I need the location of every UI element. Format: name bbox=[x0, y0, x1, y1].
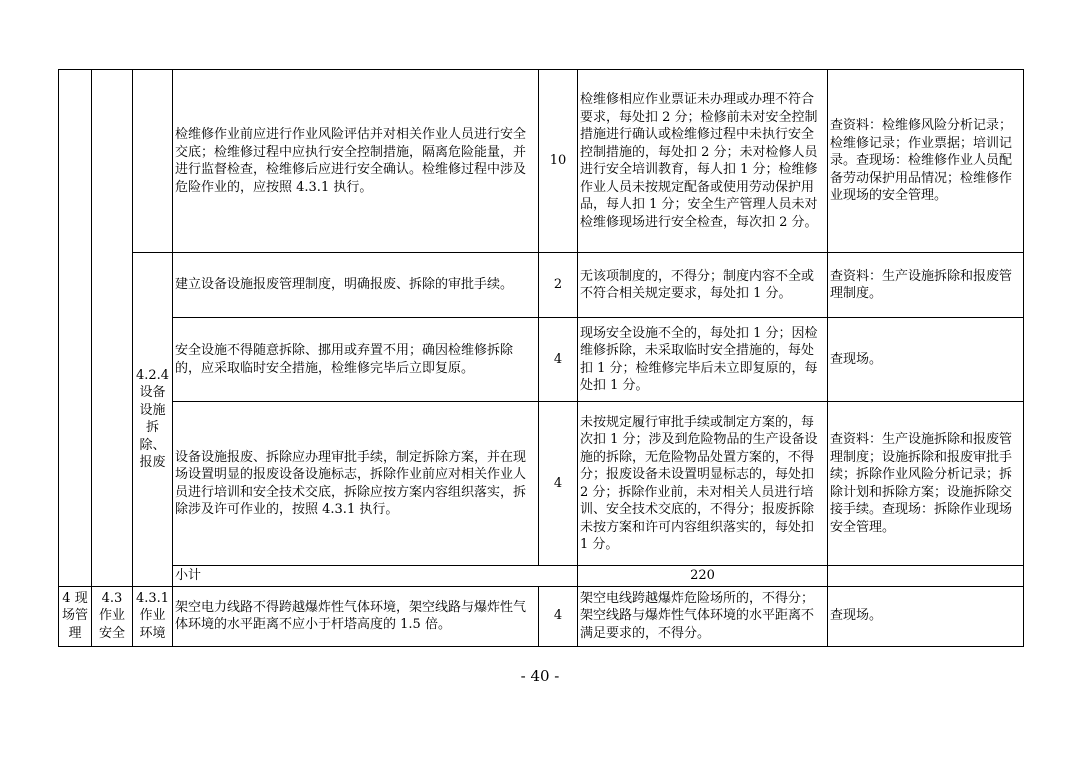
requirement-cell: 安全设施不得随意拆除、挪用或弃置不用；确因检维修拆除的，应采取临时安全措施，检维修完毕后立即复原。 bbox=[173, 318, 539, 402]
item-cell bbox=[133, 70, 173, 253]
table-row bbox=[59, 318, 1024, 402]
table-row bbox=[59, 402, 1024, 566]
score-cell: 2 bbox=[539, 253, 578, 318]
item-cell-4-2-4: 4.2.4 设备设施拆除、报废 bbox=[133, 253, 173, 587]
score-cell: 4 bbox=[539, 318, 578, 402]
category-cell: 4.3 作业安全 bbox=[92, 586, 133, 646]
scoring-cell: 架空电线跨越爆炸危险场所的，不得分；架空线路与爆炸性气体环境的水平距离不满足要求的，不得分。 bbox=[578, 586, 828, 646]
table-row bbox=[59, 586, 1024, 646]
method-cell: 查资料：检维修风险分析记录；检维修记录；作业票据；培训记录。查现场：检维修作业人员配备劳动保护用品情况；检维修作业现场的安全管理。 bbox=[828, 70, 1024, 253]
requirement-cell: 建立设备设施报废管理制度，明确报废、拆除的审批手续。 bbox=[173, 253, 539, 318]
scoring-cell: 现场安全设施不全的，每处扣 1 分；因检维修拆除，未采取临时安全措施的，每处扣 1 分；检维修完毕后未立即复原的，每处扣 1 分。 bbox=[578, 318, 828, 402]
score-cell: 4 bbox=[539, 402, 578, 566]
category-cell bbox=[92, 70, 133, 587]
method-cell: 查现场。 bbox=[828, 586, 1024, 646]
method-cell: 查资料：生产设施拆除和报废管理制度。 bbox=[828, 253, 1024, 318]
element-cell: 4 现场管理 bbox=[59, 586, 92, 646]
requirement-cell: 设备设施报废、拆除应办理审批手续，制定拆除方案，并在现场设置明显的报废设备设施标志，拆除作业前应对相关作业人员进行培训和安全技术交底，拆除应按方案内容组织落实，拆除涉及许可作业的，按照 4.3.1 执行。 bbox=[173, 402, 539, 566]
scoring-cell: 未按规定履行审批手续或制定方案的，每次扣 1 分；涉及到危险物品的生产设备设施的拆除，无危险物品处置方案的，不得分；报废设备未设置明显标志的，每处扣 2 分；拆除作业前，未对相关人员进行培训、安全技术交底的，不得分；报废拆除未按方案和许可内容组织落实的，每处扣 1 分。 bbox=[578, 402, 828, 566]
method-cell: 查资料：生产设施拆除和报废管理制度；设施拆除和报废审批手续；拆除作业风险分析记录；拆除计划和拆除方案；设施拆除交接手续。查现场：拆除作业现场安全管理。 bbox=[828, 402, 1024, 566]
subtotal-empty bbox=[828, 566, 1024, 587]
subtotal-score: 220 bbox=[578, 566, 828, 587]
score-cell: 10 bbox=[539, 70, 578, 253]
requirement-cell: 架空电力线路不得跨越爆炸性气体环境，架空线路与爆炸性气体环境的水平距离不应小于杆塔高度的 1.5 倍。 bbox=[173, 586, 539, 646]
subtotal-label: 小计 bbox=[173, 566, 578, 587]
page-number: - 40 - bbox=[520, 667, 560, 685]
score-cell: 4 bbox=[539, 586, 578, 646]
scoring-cell: 无该项制度的，不得分；制度内容不全或不符合相关规定要求，每处扣 1 分。 bbox=[578, 253, 828, 318]
scoring-cell: 检维修相应作业票证未办理或办理不符合要求，每处扣 2 分；检修前未对安全控制措施进行确认或检维修过程中未执行安全控制措施的，每处扣 2 分；未对检修人员进行安全培训教育，每人扣 1 分；检维修作业人员未按规定配备或使用劳动保护用品，每人扣 1 分；安全生产管理人员未对检维修现场进行安全检查，每次扣 2 分。 bbox=[578, 70, 828, 253]
standards-table bbox=[58, 69, 1024, 647]
subtotal-row bbox=[59, 566, 1024, 587]
method-cell: 查现场。 bbox=[828, 318, 1024, 402]
item-cell: 4.3.1 作业环境 bbox=[133, 586, 173, 646]
table-row bbox=[59, 70, 1024, 253]
table-row bbox=[59, 253, 1024, 318]
requirement-cell: 检维修作业前应进行作业风险评估并对相关作业人员进行安全交底；检维修过程中应执行安全控制措施，隔离危险能量，并进行监督检查，检维修后应进行安全确认。检维修过程中涉及危险作业的，应按照 4.3.1 执行。 bbox=[173, 70, 539, 253]
element-cell bbox=[59, 70, 92, 587]
